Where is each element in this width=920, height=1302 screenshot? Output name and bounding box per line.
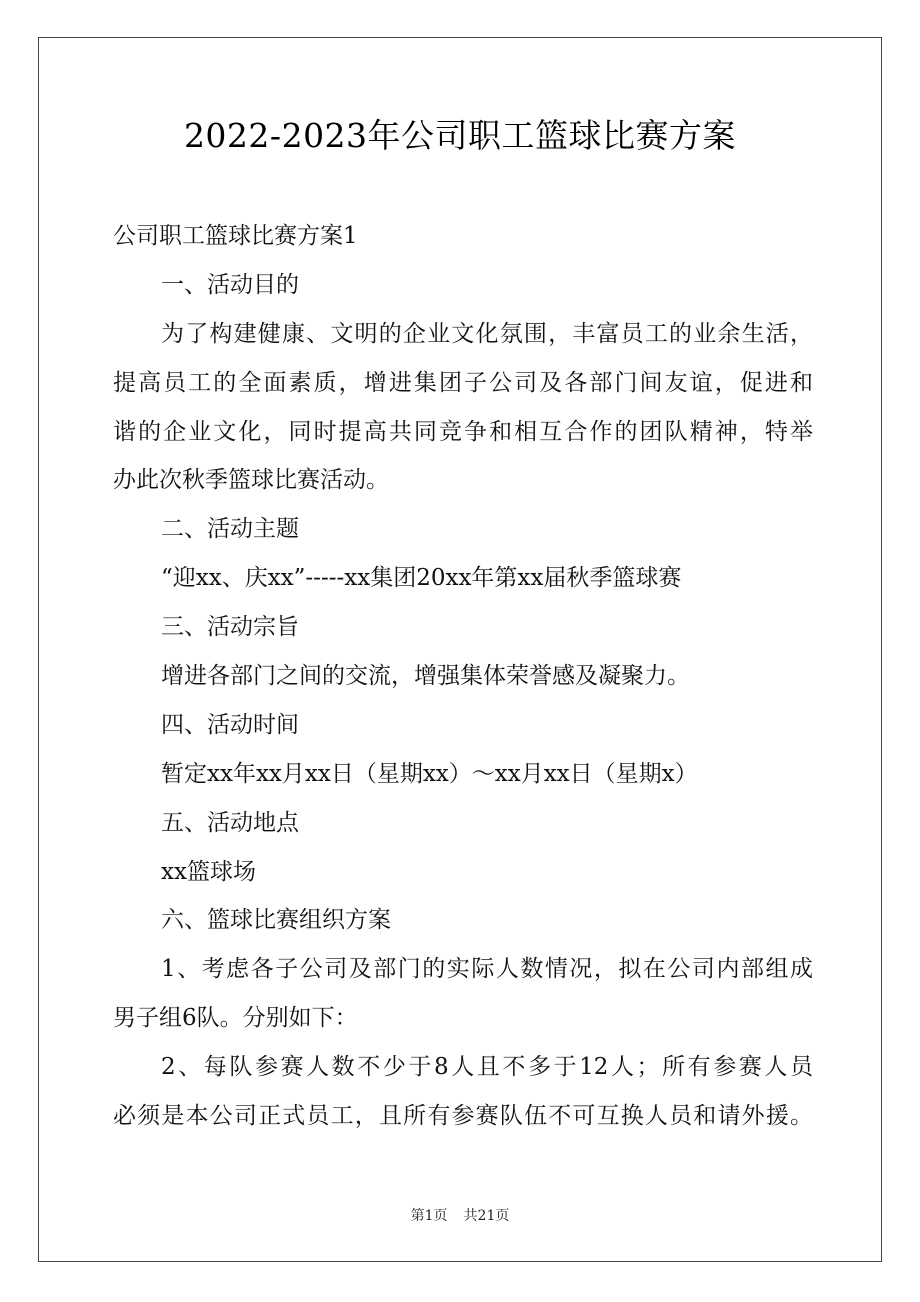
paragraph-line: 男子组6队。分别如下： [113, 1005, 358, 1032]
subheading-time: 四、活动时间 [161, 711, 299, 738]
paragraph-line: “迎xx、庆xx”-----xx集团20xx年第xx届秋季篮球赛 [161, 565, 682, 592]
paragraph-line: 1、考虑各子公司及部门的实际人数情况，拟在公司内部组成 [161, 956, 813, 983]
page-total: 共21页 [463, 1208, 510, 1224]
subheading-aim: 三、活动宗旨 [161, 614, 299, 641]
paragraph-line: 2、每队参赛人数不少于8人且不多于12人；所有参赛人员 [161, 1054, 813, 1081]
section-heading: 公司职工篮球比赛方案1 [113, 223, 358, 249]
subheading-theme: 二、活动主题 [161, 516, 299, 543]
paragraph-line: 办此次秋季篮球比赛活动。 [113, 467, 389, 494]
page-number: 第1页 [410, 1208, 448, 1224]
document-title: 2022-2023年公司职工篮球比赛方案 [183, 116, 737, 155]
paragraph-line: 谐的企业文化，同时提高共同竞争和相互合作的团队精神，特举 [113, 418, 813, 445]
paragraph-line: 必须是本公司正式员工，且所有参赛队伍不可互换人员和请外援。 [113, 1103, 813, 1130]
page-footer [0, 1206, 920, 1226]
paragraph-line: 提高员工的全面素质，增进集团子公司及各部门间友谊，促进和 [113, 369, 813, 396]
subheading-organization: 六、篮球比赛组织方案 [161, 907, 391, 934]
subheading-purpose: 一、活动目的 [161, 271, 299, 298]
paragraph-line: 暂定xx年xx月xx日（星期xx）～xx月xx日（星期x） [161, 760, 698, 787]
paragraph-line: xx篮球场 [161, 858, 256, 885]
paragraph-line: 为了构建健康、文明的企业文化氛围，丰富员工的业余生活， [161, 320, 813, 347]
subheading-venue: 五、活动地点 [161, 809, 299, 836]
paragraph-line: 增进各部门之间的交流，增强集体荣誉感及凝聚力。 [161, 663, 690, 690]
document-body [113, 212, 813, 1141]
